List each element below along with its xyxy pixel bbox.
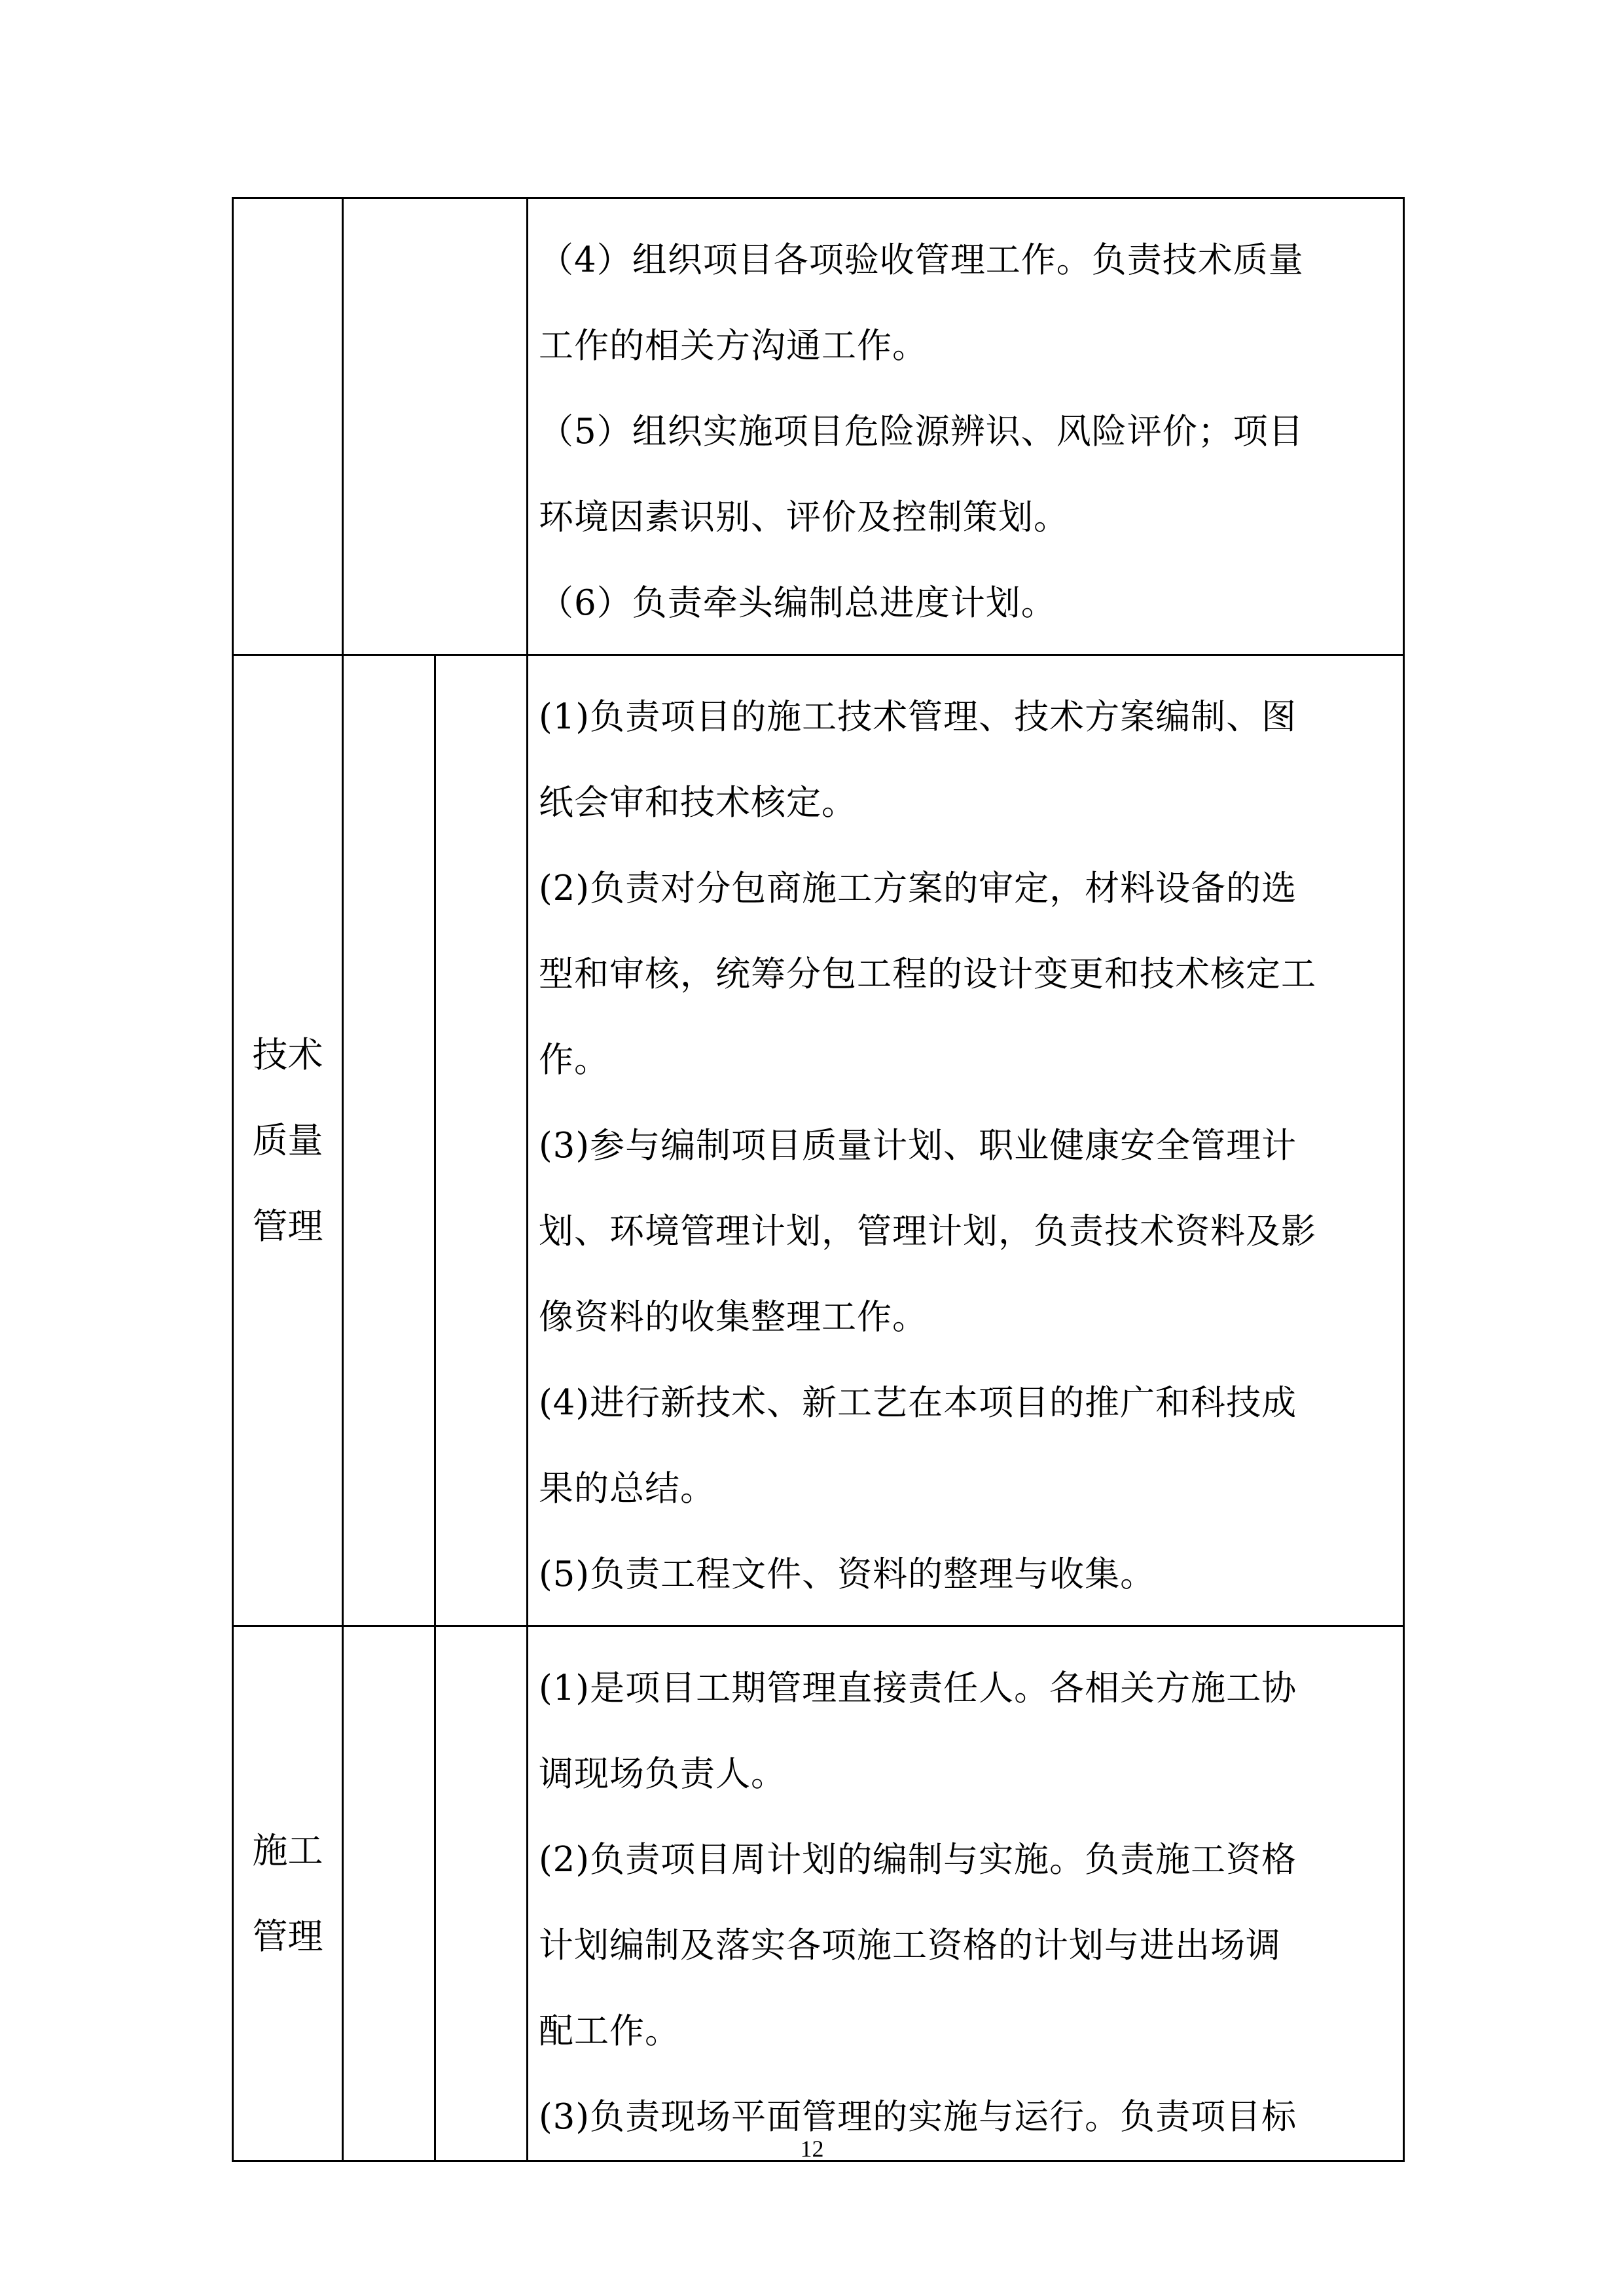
table-row [233, 198, 1404, 655]
empty-cell [435, 1626, 528, 2161]
duty-text-line: (1)是项目工期管理直接责任人。各相关方施工协 [539, 1668, 1297, 1708]
duty-text-line: 工作的相关方沟通工作。 [539, 326, 928, 366]
duty-text-line: (3)负责现场平面管理的实施与运行。负责项目标 [539, 2097, 1297, 2137]
duty-text-line: 环境因素识别、评价及控制策划。 [539, 497, 1069, 537]
role-cell-tech-quality [233, 655, 343, 1626]
page-number: 12 [800, 2136, 824, 2162]
duty-text-line: （5）组织实施项目危险源辨识、风险评价；项目 [539, 412, 1304, 452]
duty-text-line: （4）组织项目各项验收管理工作。负责技术质量 [539, 240, 1304, 280]
duty-text-line: 划、环境管理计划，管理计划，负责技术资料及影 [539, 1211, 1316, 1251]
duty-text-line: (5)负责工程文件、资料的整理与收集。 [539, 1554, 1156, 1594]
duty-cell [528, 655, 1404, 1626]
empty-cell [343, 655, 435, 1626]
duty-text-line: (2)负责对分包商施工方案的审定，材料设备的选 [539, 869, 1297, 908]
duty-text-line: 调现场负责人。 [539, 1754, 786, 1794]
duty-text-line: (3)参与编制项目质量计划、职业健康安全管理计 [539, 1126, 1297, 1166]
role-cell [233, 198, 343, 655]
duty-cell [528, 198, 1404, 655]
role-label-text: 管理 [252, 1916, 323, 1957]
duty-text-line: 像资料的收集整理工作。 [539, 1297, 928, 1337]
duty-text-line: 配工作。 [539, 2011, 680, 2051]
table-row [233, 1626, 1404, 2161]
duty-text-line: 纸会审和技术核定。 [539, 783, 857, 823]
duty-text-line: (4)进行新技术、新工艺在本项目的推广和科技成 [539, 1383, 1297, 1423]
duty-text-line: （6）负责牵头编制总进度计划。 [539, 583, 1056, 623]
role-label-text: 施工 [252, 1830, 323, 1871]
duty-text-line: 作。 [539, 1040, 609, 1080]
duty-text-line: 型和审核，统筹分包工程的设计变更和技术核定工 [539, 954, 1316, 994]
role-label-text: 技术 [252, 1034, 323, 1075]
role-label-text: 管理 [252, 1206, 323, 1247]
duty-text-line: (2)负责项目周计划的编制与实施。负责施工资格 [539, 1840, 1297, 1880]
empty-cell [343, 198, 528, 655]
duty-text-line: 果的总结。 [539, 1469, 715, 1509]
duty-cell [528, 1626, 1404, 2161]
responsibility-table [232, 197, 1405, 2162]
role-cell-construction [233, 1626, 343, 2161]
duty-text-line: (1)负责项目的施工技术管理、技术方案编制、图 [539, 697, 1297, 737]
empty-cell [343, 1626, 435, 2161]
duty-text-line: 计划编制及落实各项施工资格的计划与进出场调 [539, 1926, 1281, 1965]
empty-cell [435, 655, 528, 1626]
table-row [233, 655, 1404, 1626]
role-label-text: 质量 [252, 1120, 323, 1161]
